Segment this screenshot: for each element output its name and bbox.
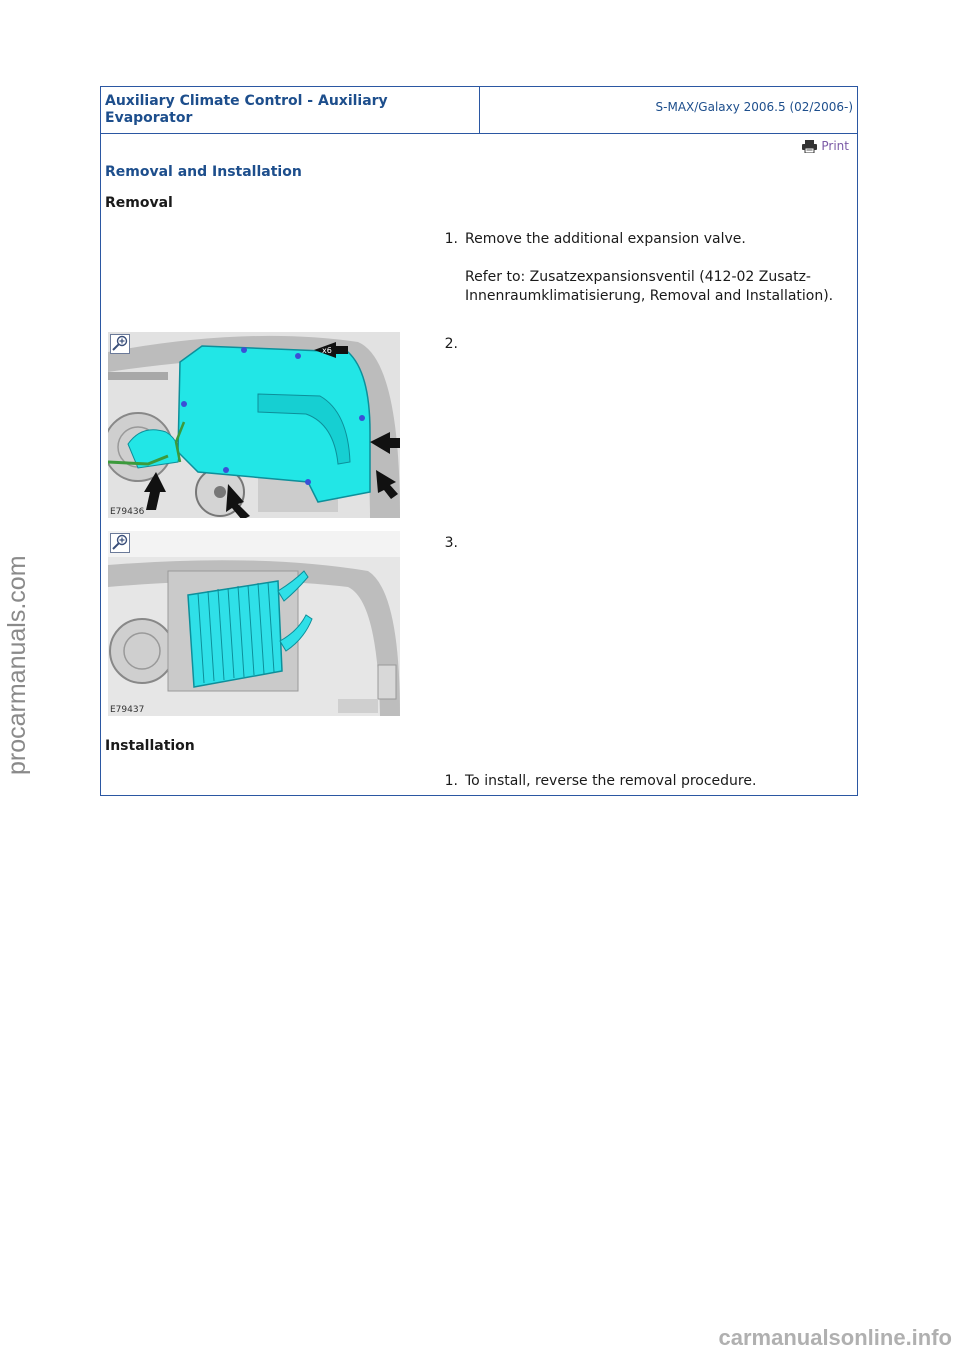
header-divider: [479, 87, 480, 133]
removal-step-2: [434, 335, 844, 355]
zoom-icon[interactable]: [110, 533, 130, 553]
figure-label: E79437: [110, 705, 145, 715]
removal-step-1: [434, 230, 844, 330]
installation-step-1: [434, 772, 844, 794]
header-row: [101, 87, 857, 134]
illustration-evaporator-housing: [108, 332, 400, 518]
removal-heading: Removal: [105, 195, 173, 211]
figure-e79437: [108, 531, 400, 716]
section-title: Removal and Installation: [105, 164, 302, 180]
side-watermark: procarmanuals.com: [3, 555, 31, 775]
step-number: 2.: [444, 336, 458, 352]
page-title: Auxiliary Climate Control - Auxiliary Evaporator: [105, 93, 388, 126]
step-number: 1.: [444, 773, 458, 789]
figure-label: E79436: [110, 507, 145, 517]
step-text: To install, reverse the removal procedure.: [465, 773, 757, 789]
illustration-evaporator-core: [108, 531, 400, 716]
print-button[interactable]: [802, 139, 849, 153]
zoom-icon[interactable]: [110, 334, 130, 354]
removal-step-3: [434, 534, 844, 554]
callout-x6: x6: [322, 346, 332, 355]
printer-icon: [802, 140, 817, 153]
vehicle-model: S-MAX/Galaxy 2006.5 (02/2006-): [655, 100, 853, 114]
installation-heading: Installation: [105, 738, 195, 754]
bottom-watermark: carmanualsonline.info: [718, 1325, 952, 1350]
print-label: Print: [821, 139, 849, 153]
step-reference[interactable]: Refer to: Zusatzexpansionsventil (412-02 Zusatz-Innenraumklimatisierung, Removal and Installation).: [465, 269, 834, 304]
step-number: 1.: [444, 231, 458, 247]
step-text: Remove the additional expansion valve.: [465, 231, 746, 247]
document-frame: [100, 86, 858, 796]
figure-e79436: [108, 332, 400, 518]
step-number: 3.: [444, 535, 458, 551]
